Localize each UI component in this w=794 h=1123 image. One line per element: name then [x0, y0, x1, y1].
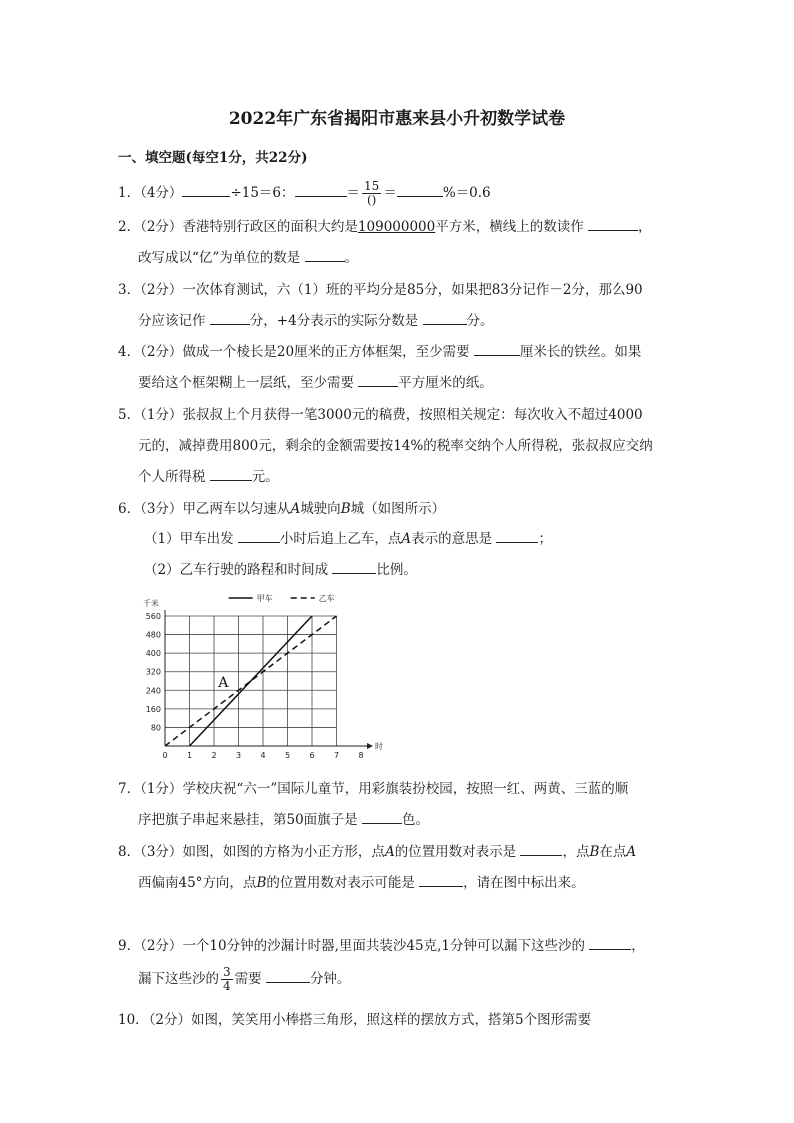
question-number: 4． [118, 344, 141, 360]
question-text: 表示的意思是 [411, 531, 493, 547]
question-text: 分钟。 [309, 971, 351, 987]
question-text: %＝0.6 [442, 185, 491, 201]
question-text: 。 [344, 250, 359, 266]
y-axis-label: 千米 [143, 599, 159, 608]
question-text: 序把旗子串起来悬挂，第50面旗子是 [138, 812, 358, 828]
question-number: 10． [118, 1012, 149, 1028]
point-a-label: A [401, 531, 412, 547]
y-tick-label: 560 [145, 612, 161, 621]
answer-blank[interactable] [397, 182, 443, 197]
legend-label-2: 乙车 [318, 594, 335, 603]
question-text: 张叔叔上个月获得一笔3000元的稿费，按照相关规定：每次收入不超过4000 [182, 407, 643, 423]
x-tick-label: 5 [284, 751, 291, 760]
question-3-line-2 [138, 310, 494, 332]
point-b-label: B [256, 875, 267, 891]
answer-blank[interactable] [305, 247, 345, 262]
question-score: （2分） [148, 1012, 192, 1028]
question-score: （2分） [140, 938, 183, 954]
point-b-label: B [589, 844, 600, 860]
question-text: 分，+4分表示的实际分数是 [249, 313, 419, 329]
question-10 [118, 1009, 591, 1031]
point-b-label: B [340, 501, 351, 517]
x-tick-label: 2 [211, 751, 217, 760]
question-text: 分。 [466, 313, 494, 329]
answer-blank[interactable] [474, 341, 520, 356]
question-score: （2分） [140, 282, 183, 298]
question-score: （3分） [140, 501, 183, 517]
question-number: 5． [118, 407, 141, 423]
question-number: 1． [118, 185, 141, 201]
point-a-label: A [290, 501, 301, 517]
question-score: （1分） [140, 407, 183, 423]
question-score: （2分） [140, 219, 183, 235]
answer-blank[interactable] [423, 310, 467, 325]
question-text: 的位置用数对表示可能是 [266, 875, 415, 891]
y-tick-label: 160 [145, 704, 161, 714]
y-tick-label: 240 [145, 686, 161, 696]
question-1 [118, 180, 491, 207]
answer-blank[interactable] [182, 182, 230, 197]
y-tick-label: 400 [145, 649, 161, 659]
x-tick-label: 0 [162, 751, 168, 760]
question-2 [118, 216, 652, 238]
question-number: 9． [118, 938, 141, 954]
fraction-denominator: () [366, 193, 377, 207]
question-7 [118, 778, 628, 800]
page-title: 2022年广东省揭阳市惠来县小升初数学试卷 [228, 109, 566, 129]
question-score: （3分） [140, 844, 183, 860]
answer-blank[interactable] [295, 182, 347, 197]
question-9 [118, 935, 645, 957]
question-number: 7． [118, 781, 141, 797]
question-7-line-2 [138, 809, 429, 831]
answer-blank[interactable] [362, 809, 402, 824]
section-heading: 一、填空题(每空1分，共22分) [118, 150, 308, 166]
answer-blank[interactable] [419, 872, 463, 887]
question-text: 漏下这些沙的 [138, 971, 219, 987]
question-text: 分应该记作 [138, 313, 206, 329]
question-text: 的位置用数对表示是 [394, 844, 517, 860]
fraction-denominator: 4 [223, 979, 231, 993]
fraction [362, 180, 381, 207]
fraction-numerator: 3 [223, 965, 231, 979]
x-tick-label: 8 [358, 751, 364, 760]
question-text: 城驶向 [300, 501, 341, 517]
y-tick-label: 80 [150, 723, 161, 733]
question-text: 甲乙两车以匀速从 [182, 501, 291, 517]
question-text: ＝ [383, 185, 397, 201]
question-6-part-2 [144, 559, 417, 581]
question-8-line-2 [138, 872, 585, 894]
fraction-numerator: 15 [364, 179, 380, 193]
underlined-number: 109000000 [357, 219, 436, 235]
x-tick-label: 7 [333, 751, 340, 760]
fraction [221, 966, 233, 993]
question-text: （2）乙车行驶的路程和时间成 [144, 562, 329, 578]
question-text: 需要 [234, 971, 262, 987]
question-text: ＝ [346, 185, 361, 201]
question-3 [118, 279, 643, 301]
question-text: 做成一个棱长是20厘米的正方体框架，至少需要 [182, 344, 470, 360]
question-text: 改写成以“亿”为单位的数是 [138, 250, 301, 266]
question-score: （1分） [140, 781, 183, 797]
x-axis-arrow [367, 743, 373, 749]
question-text: 学校庆祝“六一”国际儿童节，用彩旗装扮校园，按照一红、两黄、三蓝的顺 [182, 781, 629, 797]
question-score: （4分） [140, 185, 183, 201]
answer-blank[interactable] [496, 528, 538, 543]
x-tick-label: 4 [260, 751, 266, 760]
distance-time-chart [140, 588, 383, 768]
question-5 [118, 404, 643, 426]
question-number: 3． [118, 282, 141, 298]
question-6 [118, 498, 445, 520]
series-line-1 [190, 616, 313, 746]
question-text: ，请在图中标出来。 [463, 875, 585, 891]
point-a-marker-label: A [218, 674, 229, 691]
answer-blank[interactable] [358, 372, 398, 387]
question-text: 如图，如图的方格为小正方形，点 [182, 844, 385, 860]
x-tick-label: 6 [309, 751, 315, 760]
question-5-line-2 [138, 435, 653, 457]
question-text: 个人所得税 [138, 469, 206, 485]
question-text: ， [638, 219, 652, 235]
answer-blank[interactable] [332, 559, 376, 574]
answer-blank[interactable] [210, 310, 250, 325]
question-text: 在点 [599, 844, 627, 860]
answer-blank[interactable] [210, 466, 252, 481]
y-tick-label: 480 [145, 630, 161, 640]
question-text: ， [631, 938, 645, 954]
question-text: 色。 [401, 812, 429, 828]
question-text: 西偏南45°方向，点 [138, 875, 257, 891]
question-text: ； [538, 531, 552, 547]
question-5-line-3 [138, 466, 279, 488]
question-4-line-2 [138, 372, 493, 394]
question-text: 如图，笑笑用小棒搭三角形，照这样的摆放方式，搭第5个图形需要 [191, 1012, 592, 1028]
answer-blank[interactable] [588, 216, 638, 231]
question-text: 比例。 [376, 562, 417, 578]
question-4 [118, 341, 641, 363]
point-a-label: A [384, 844, 395, 860]
question-text: 厘米长的铁丝。如果 [519, 344, 642, 360]
question-text: 一个10分钟的沙漏计时器,里面共装沙45克,1分钟可以漏下这些沙的 [182, 938, 585, 954]
question-text: 小时后追上乙车，点 [279, 531, 402, 547]
x-tick-label: 3 [235, 751, 242, 760]
question-text: 元的，减掉费用800元，剩余的金额需要按14%的税率交纳个人所得税，张叔叔应交纳 [138, 438, 653, 454]
question-text: 城（如图所示） [350, 501, 446, 517]
question-number: 8． [118, 844, 141, 860]
question-text: 平方米，横线上的数读作 [435, 219, 584, 235]
x-axis-label: 时 [375, 742, 383, 751]
question-text: ，点 [562, 844, 590, 860]
question-6-part-1 [144, 528, 552, 550]
question-text: 平方厘米的纸。 [398, 375, 493, 391]
answer-blank[interactable] [589, 935, 631, 950]
question-text: 要给这个框架糊上一层纸，至少需要 [138, 375, 354, 391]
question-score: （2分） [140, 344, 183, 360]
question-9-line-2 [138, 966, 350, 993]
answer-blank[interactable] [238, 528, 280, 543]
question-text: 香港特别行政区的面积大约是 [182, 219, 358, 235]
question-2-line-2 [138, 247, 358, 269]
point-a-label: A [626, 844, 637, 860]
question-text: 一次体育测试，六（1）班的平均分是85分，如果把83分记作－2分，那么90 [182, 282, 643, 298]
x-tick-label: 1 [186, 751, 193, 760]
question-8 [118, 841, 636, 863]
legend-label-1: 甲车 [256, 594, 273, 603]
y-tick-label: 320 [145, 667, 161, 677]
answer-blank[interactable] [520, 841, 562, 856]
question-text: 元。 [251, 469, 279, 485]
question-number: 6． [118, 501, 141, 517]
question-number: 2． [118, 219, 141, 235]
question-text: （1）甲车出发 [144, 531, 234, 547]
question-text: ÷15＝6： [230, 185, 295, 201]
answer-blank[interactable] [266, 968, 310, 983]
